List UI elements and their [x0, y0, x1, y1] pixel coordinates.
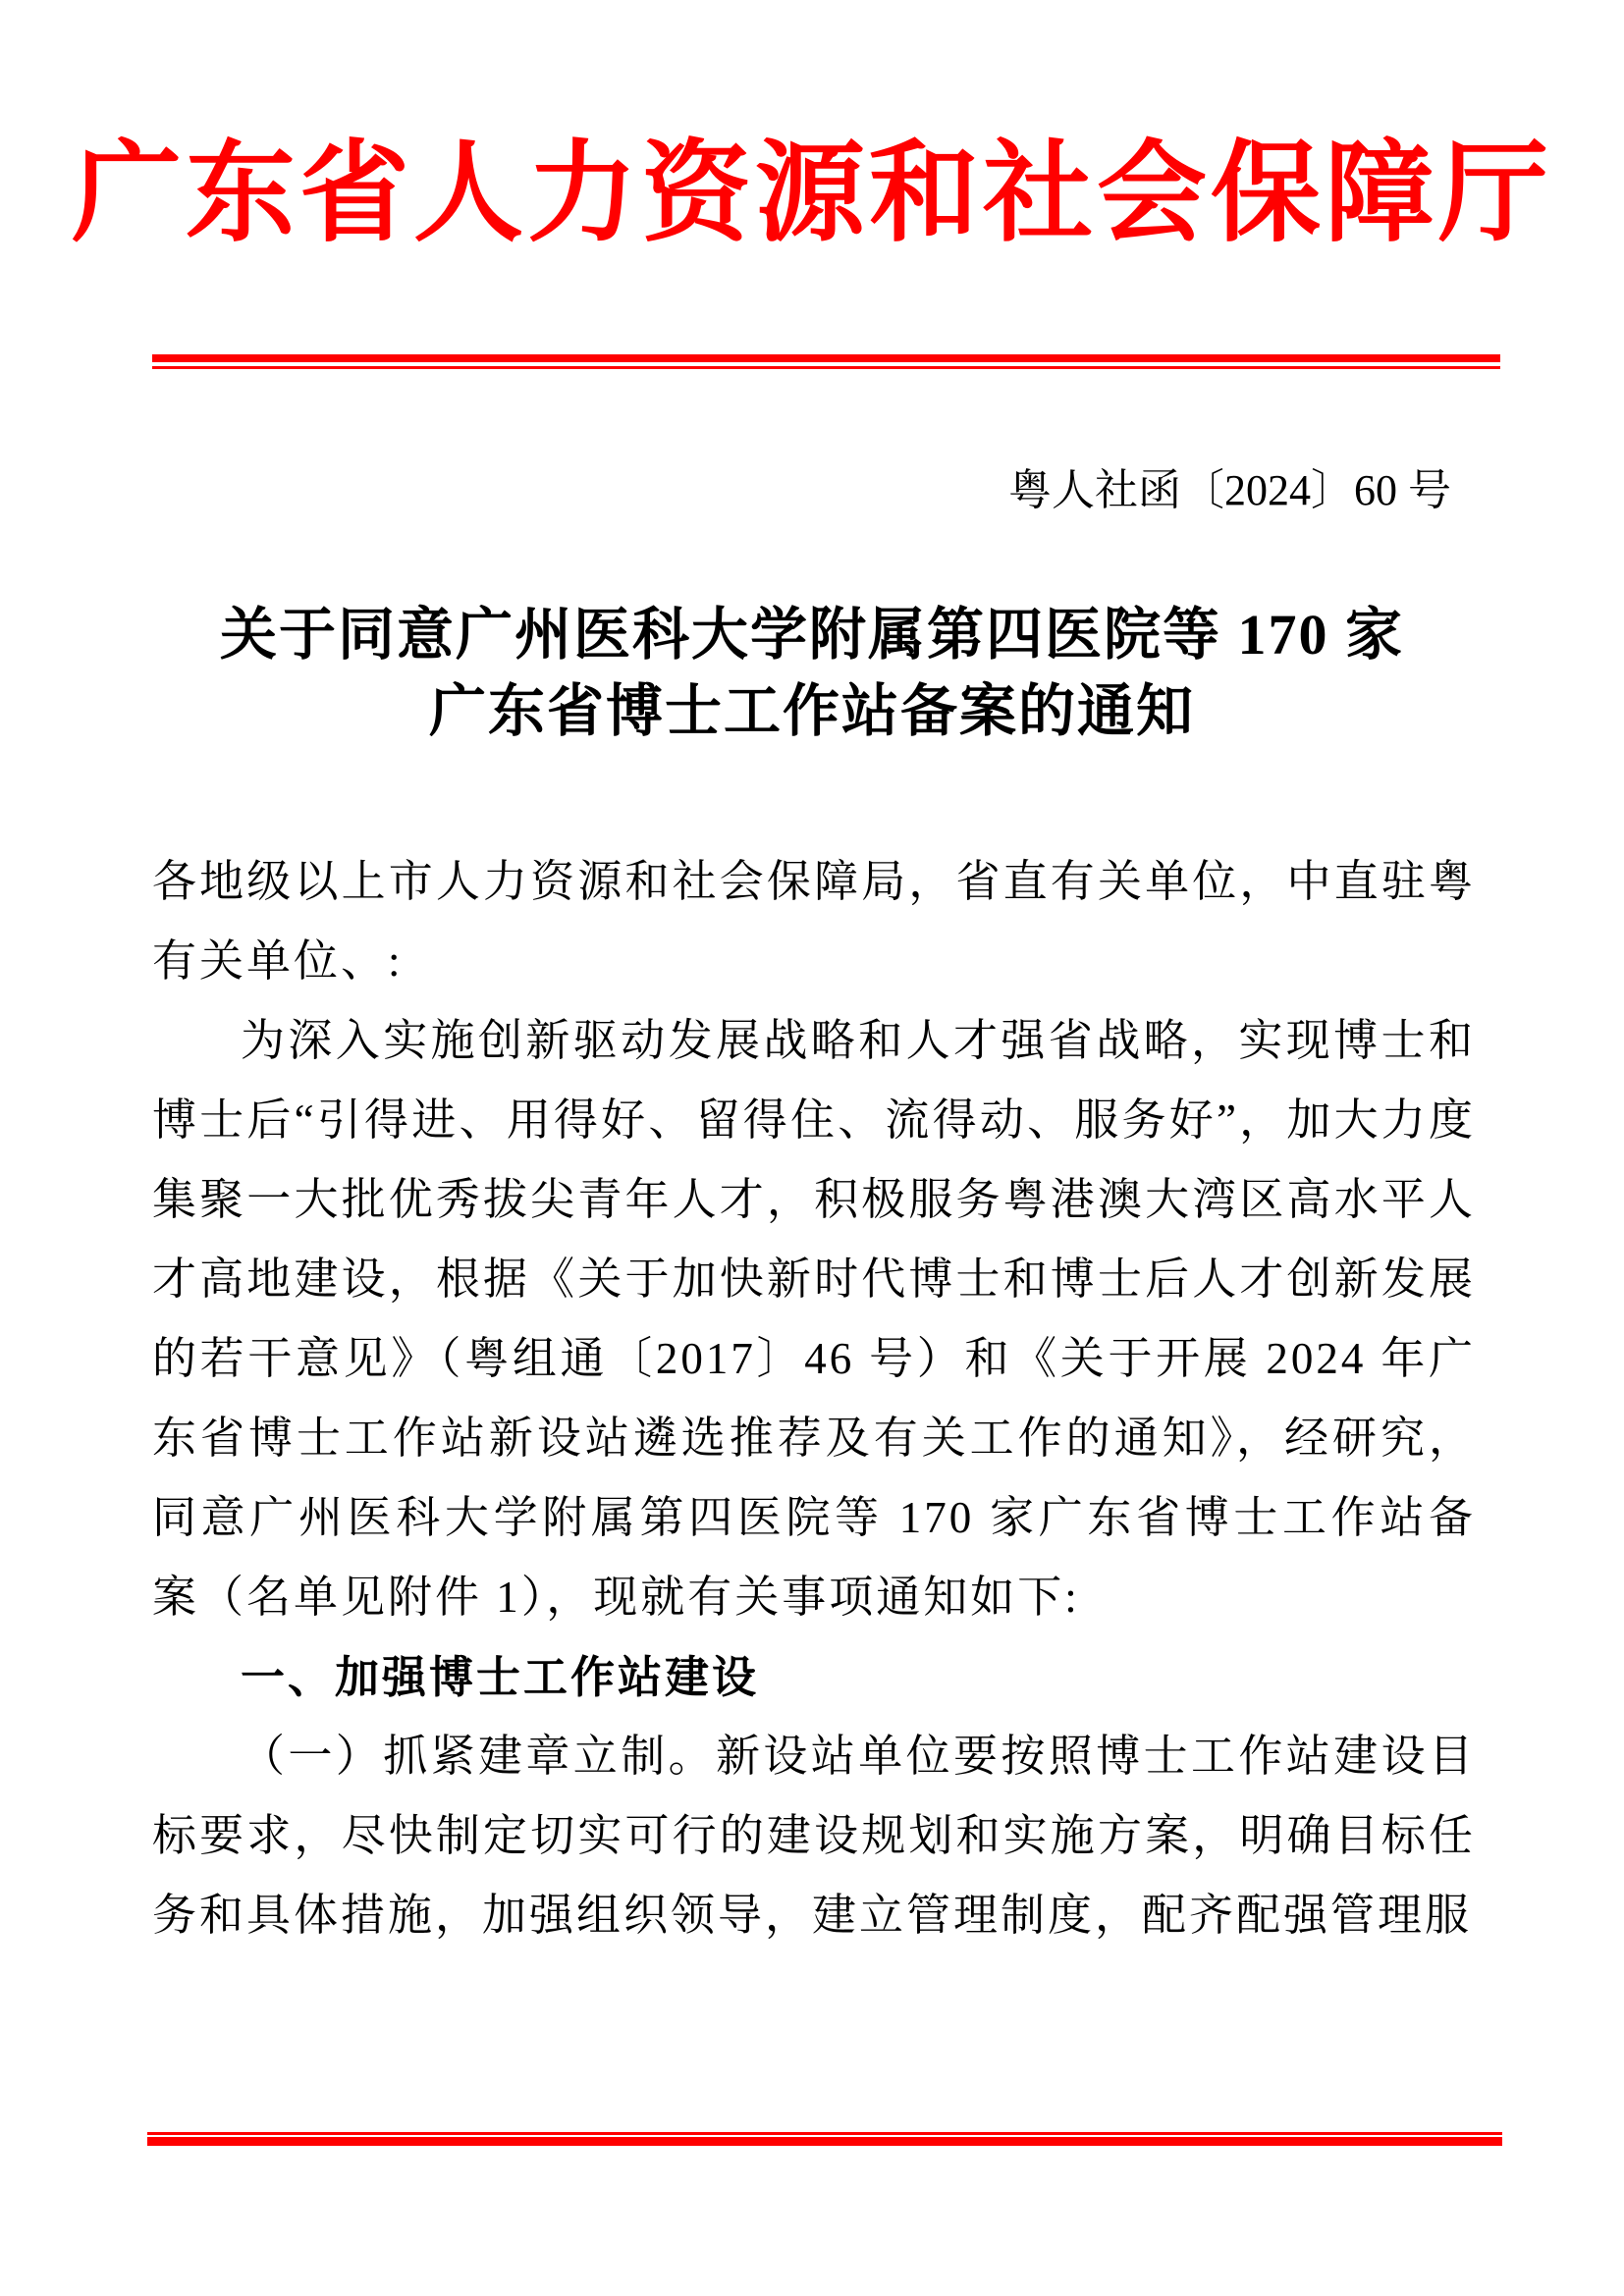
- document-title-line-2: 广东省博士工作站备案的通知: [428, 679, 1195, 743]
- footer-separator-thin-line: [147, 2132, 1502, 2135]
- section-1-heading: 一、加强博士工作站建设: [241, 1652, 760, 1702]
- letterhead-agency-name: 广东省人力资源和社会保障厅: [72, 133, 1552, 255]
- header-separator-thin-line: [152, 366, 1500, 369]
- body-paragraph-2: （一）抓紧建章立制。新设站单位要按照博士工作站建设目标要求，尽快制定切实可行的建设规划和实施方案，明确目标任务和具体措施，加强组织领导，建立管理制度，配齐配强管理服: [152, 1732, 1476, 1940]
- footer-separator-thick-line: [147, 2137, 1502, 2146]
- body-paragraph-1: 为深入实施创新驱动发展战略和人才强省战略，实现博士和博士后“引得进、用得好、留得住、流得动、服务好”，加大力度集聚一大批优秀拔尖青年人才，积极服务粤港澳大湾区高水平人才高地建设，根据《关于加快新时代博士和博士后人才创新发展的若干意见》（粤组通〔2017〕46 号）和《关于开展 2024 年广东省博士工作站新设站遴选推荐及有关工作的通知》，经研究，同意广州医科大学附属第四医院等 170 家广东省博士工作站备案（名单见附件 1），现就有关事项通知如下:: [152, 1016, 1476, 1622]
- document-title-line-1: 关于同意广州医科大学附属第四医院等 170 家: [219, 603, 1404, 667]
- document-title: [0, 597, 1624, 750]
- document-body: [152, 842, 1476, 1955]
- document-reference-number: 粤人社函〔2024〕60 号: [1008, 466, 1451, 514]
- salutation-addressees: 各地级以上市人力资源和社会保障局，省直有关单位，中直驻粤有关单位、:: [152, 857, 1476, 986]
- header-separator-thick-line: [152, 354, 1500, 362]
